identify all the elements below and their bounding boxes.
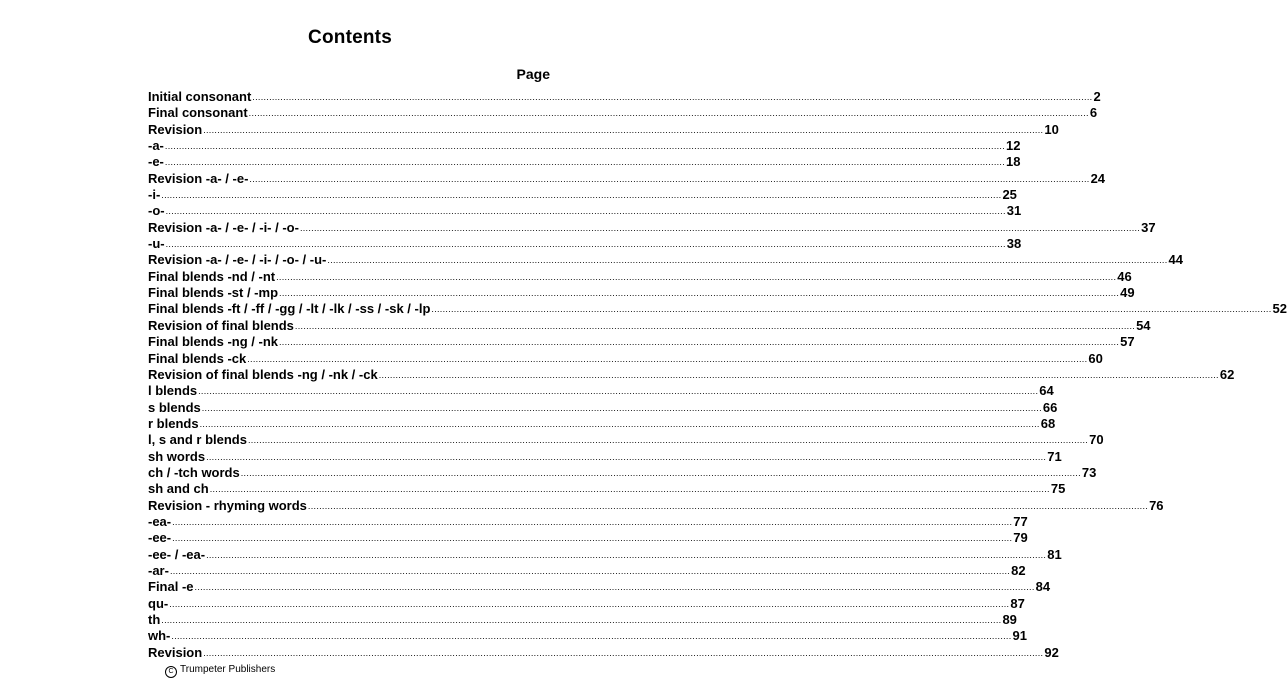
toc-entry-page: 79 xyxy=(1013,530,1028,546)
dot-leader: ............................................................................................................................................................................................................................................................................................................ xyxy=(252,92,1093,102)
toc-entry-page: 49 xyxy=(1120,285,1135,301)
toc-entry-page: 77 xyxy=(1013,513,1028,529)
toc-entry-page: 24 xyxy=(1090,170,1106,186)
toc-entry-label: Final -e xyxy=(148,579,194,595)
toc-entry xyxy=(148,187,1017,203)
dot-leader: ............................................................................................................................................................................................................................................................................................................ xyxy=(172,516,1013,527)
toc-entry-page: 44 xyxy=(1168,252,1184,268)
toc-entry xyxy=(148,612,1017,628)
toc-entry-page: 87 xyxy=(1010,595,1025,611)
dot-leader: ............................................................................................................................................................................................................................................................................................................ xyxy=(172,533,1013,544)
toc-entry xyxy=(148,562,1026,579)
dot-leader: ............................................................................................................................................................................................................................................................................................................ xyxy=(194,582,1035,593)
dot-leader: ............................................................................................................................................................................................................................................................................................................ xyxy=(203,124,1044,135)
toc-entry xyxy=(148,432,1104,448)
dot-leader: ............................................................................................................................................................................................................................................................................................................ xyxy=(249,173,1090,184)
toc-entry xyxy=(148,415,1056,432)
toc-entry-page: 57 xyxy=(1120,334,1135,350)
toc-entry-page: 82 xyxy=(1011,562,1026,578)
toc-entry-page: 76 xyxy=(1149,497,1164,513)
toc-entry-page: 6 xyxy=(1089,105,1098,121)
dot-leader: ............................................................................................................................................................................................................................................................................................................ xyxy=(209,484,1050,495)
toc-entry xyxy=(148,138,1021,154)
dot-leader: ............................................................................................................................................................................................................................................................................................................ xyxy=(247,435,1089,446)
toc-entry-page: 66 xyxy=(1042,399,1058,415)
toc-entry-label: Revision -a- / -e- / -i- / -o- / -u- xyxy=(148,252,327,268)
dot-leader: ............................................................................................................................................................................................................................................................................................................ xyxy=(164,157,1006,168)
dot-leader: ............................................................................................................................................................................................................................................................................................................ xyxy=(203,647,1044,658)
toc-entry-page: 68 xyxy=(1040,415,1056,431)
dot-leader: ............................................................................................................................................................................................................................................................................................................ xyxy=(294,320,1136,331)
toc-entry xyxy=(148,236,1022,252)
dot-leader: ............................................................................................................................................................................................................................................................................................................ xyxy=(161,190,1002,201)
toc-entry-label: Final blends -ft / -ff / -gg / -lt / -lk / -ss / -sk / -lp xyxy=(148,301,431,317)
toc-entry-label: -u- xyxy=(148,236,165,252)
toc-entry-page: 25 xyxy=(1002,187,1017,203)
toc-entry-label: sh words xyxy=(148,448,206,464)
toc-entry xyxy=(148,334,1135,350)
dot-leader: ............................................................................................................................................................................................................................................................................................................ xyxy=(206,451,1047,462)
dot-leader: ............................................................................................................................................................................................................................................................................................................ xyxy=(165,239,1006,250)
toc-entry xyxy=(148,285,1135,301)
toc-entry-page: 92 xyxy=(1044,644,1059,660)
dot-leader: ............................................................................................................................................................................................................................................................................................................ xyxy=(279,337,1120,348)
dot-leader: ............................................................................................................................................................................................................................................................................................................ xyxy=(169,598,1010,609)
toc-entry-label: Final blends -ng / -nk xyxy=(148,334,278,350)
toc-entry-page: 52 xyxy=(1272,301,1287,317)
toc-entry-label: s blends xyxy=(148,399,201,415)
toc-entry-label: Revision xyxy=(148,121,203,137)
toc-entry xyxy=(148,448,1062,465)
toc-entry xyxy=(148,89,1101,105)
copyright-icon: C xyxy=(165,666,177,678)
dot-leader: ............................................................................................................................................................................................................................................................................................................ xyxy=(206,549,1047,560)
toc-entry xyxy=(148,595,1025,612)
dot-leader: ............................................................................................................................................................................................................................................................................................................ xyxy=(201,402,1042,413)
toc-entry xyxy=(148,628,1028,644)
toc-entry-page: 89 xyxy=(1002,612,1017,627)
toc-entry xyxy=(148,121,1059,138)
toc-entry xyxy=(148,399,1058,416)
toc-entry-page: 84 xyxy=(1035,579,1051,595)
dot-leader: ............................................................................................................................................................................................................................................................................................................ xyxy=(299,222,1141,233)
dot-leader: ............................................................................................................................................................................................................................................................................................................ xyxy=(199,418,1040,429)
toc-entry-label: Revision of final blends -ng / -nk / -ck xyxy=(148,366,378,382)
dot-leader: ............................................................................................................................................................................................................................................................................................................ xyxy=(431,304,1272,315)
toc-entry-label: Final consonant xyxy=(148,105,248,121)
dot-leader: ............................................................................................................................................................................................................................................................................................................ xyxy=(240,467,1081,478)
toc-entry-page: 81 xyxy=(1047,546,1062,562)
toc-entry xyxy=(148,317,1151,334)
toc-entry-page: 91 xyxy=(1012,628,1028,644)
toc-entry-page: 12 xyxy=(1006,138,1021,154)
toc-entry-label: Revision of final blends xyxy=(148,317,294,333)
toc-entry-label: -ar- xyxy=(148,562,169,578)
dot-leader: ............................................................................................................................................................................................................................................................................................................ xyxy=(279,288,1120,299)
toc-entry-page: 18 xyxy=(1006,154,1021,170)
copyright-notice xyxy=(165,664,275,678)
dot-leader: ............................................................................................................................................................................................................................................................................................................ xyxy=(276,271,1117,282)
dot-leader: ............................................................................................................................................................................................................................................................................................................ xyxy=(307,500,1149,511)
toc-entry-page: 31 xyxy=(1006,203,1022,219)
dot-leader: ............................................................................................................................................................................................................................................................................................................ xyxy=(161,615,1002,625)
toc-entry-label: -ee- xyxy=(148,530,172,546)
dot-leader: ............................................................................................................................................................................................................................................................................................................ xyxy=(169,565,1011,576)
toc-entry-page: 64 xyxy=(1039,383,1054,399)
toc-entry-label: wh- xyxy=(148,628,171,644)
toc-entry-label: -o- xyxy=(148,203,165,219)
toc-entry xyxy=(148,252,1184,268)
toc-entry-label: -i- xyxy=(148,187,161,203)
toc-entry-page: 37 xyxy=(1141,219,1156,235)
dot-leader: ............................................................................................................................................................................................................................................................................................................ xyxy=(248,108,1089,119)
dot-leader: ............................................................................................................................................................................................................................................................................................................ xyxy=(327,255,1168,266)
toc-entry-page: 38 xyxy=(1006,236,1022,252)
publisher-name: Trumpeter Publishers xyxy=(180,664,276,675)
toc-entry-page: 2 xyxy=(1093,89,1101,104)
toc-entry-page: 71 xyxy=(1047,448,1062,464)
toc-entry-label: Revision -a- / -e- xyxy=(148,170,249,186)
toc-entry-page: 60 xyxy=(1088,350,1103,366)
toc-entry-page: 54 xyxy=(1136,317,1151,333)
toc-entry xyxy=(148,383,1054,399)
dot-leader: ............................................................................................................................................................................................................................................................................................................ xyxy=(165,206,1006,217)
toc-entry xyxy=(148,105,1098,121)
toc-entry-label: Revision xyxy=(148,644,203,660)
toc-entry-label: Final blends -ck xyxy=(148,350,247,366)
toc-entry-label: Revision - rhyming words xyxy=(148,497,307,513)
toc-entry xyxy=(148,268,1132,285)
toc-entry-label: sh and ch xyxy=(148,481,209,497)
toc-entry xyxy=(148,301,1287,317)
dot-leader: ............................................................................................................................................................................................................................................................................................................ xyxy=(247,353,1088,364)
toc-entry-label: th xyxy=(148,612,161,627)
toc-entry-label: l blends xyxy=(148,383,198,399)
toc-entry-label: -a- xyxy=(148,138,164,154)
toc-entry xyxy=(148,579,1051,595)
toc-entry-label: l, s and r blends xyxy=(148,432,247,448)
toc-entry xyxy=(148,154,1021,170)
toc-entry-label: r blends xyxy=(148,415,199,431)
toc-list xyxy=(148,89,1287,661)
toc-entry-label: -ee- / -ea- xyxy=(148,546,206,562)
page-column-header: Page xyxy=(516,66,550,82)
toc-entry xyxy=(148,546,1062,563)
toc-entry xyxy=(148,464,1097,481)
toc-entry xyxy=(148,170,1106,187)
dot-leader: ............................................................................................................................................................................................................................................................................................................ xyxy=(171,631,1012,642)
toc-entry-page: 75 xyxy=(1050,481,1066,497)
toc-entry xyxy=(148,203,1022,219)
dot-leader: ............................................................................................................................................................................................................................................................................................................ xyxy=(164,141,1006,152)
toc-entry-label: Final blends -st / -mp xyxy=(148,285,279,301)
toc-entry-label: Final blends -nd / -nt xyxy=(148,268,276,284)
toc-entry xyxy=(148,366,1235,383)
toc-entry xyxy=(148,481,1066,497)
toc-entry-page: 73 xyxy=(1081,464,1097,480)
toc-entry-label: qu- xyxy=(148,595,169,611)
dot-leader: ............................................................................................................................................................................................................................................................................................................ xyxy=(198,386,1039,397)
toc-entry-page: 46 xyxy=(1117,268,1132,284)
toc-entry xyxy=(148,530,1028,546)
toc-entry xyxy=(148,219,1156,236)
toc-entry-page: 62 xyxy=(1219,366,1235,382)
toc-entry-label: Revision -a- / -e- / -i- / -o- xyxy=(148,219,299,235)
dot-leader: ............................................................................................................................................................................................................................................................................................................ xyxy=(378,369,1219,380)
toc-entry-page: 70 xyxy=(1089,432,1104,448)
toc-entry xyxy=(148,497,1164,514)
toc-entry-label: Initial consonant xyxy=(148,89,252,104)
toc-entry xyxy=(148,350,1103,367)
page-title: Contents xyxy=(308,27,392,48)
toc-entry xyxy=(148,644,1059,661)
toc-entry-page: 10 xyxy=(1044,121,1059,137)
toc-entry-label: -e- xyxy=(148,154,164,170)
toc-entry xyxy=(148,513,1028,530)
toc-entry-label: ch / -tch words xyxy=(148,464,240,480)
toc-entry-label: -ea- xyxy=(148,513,172,529)
